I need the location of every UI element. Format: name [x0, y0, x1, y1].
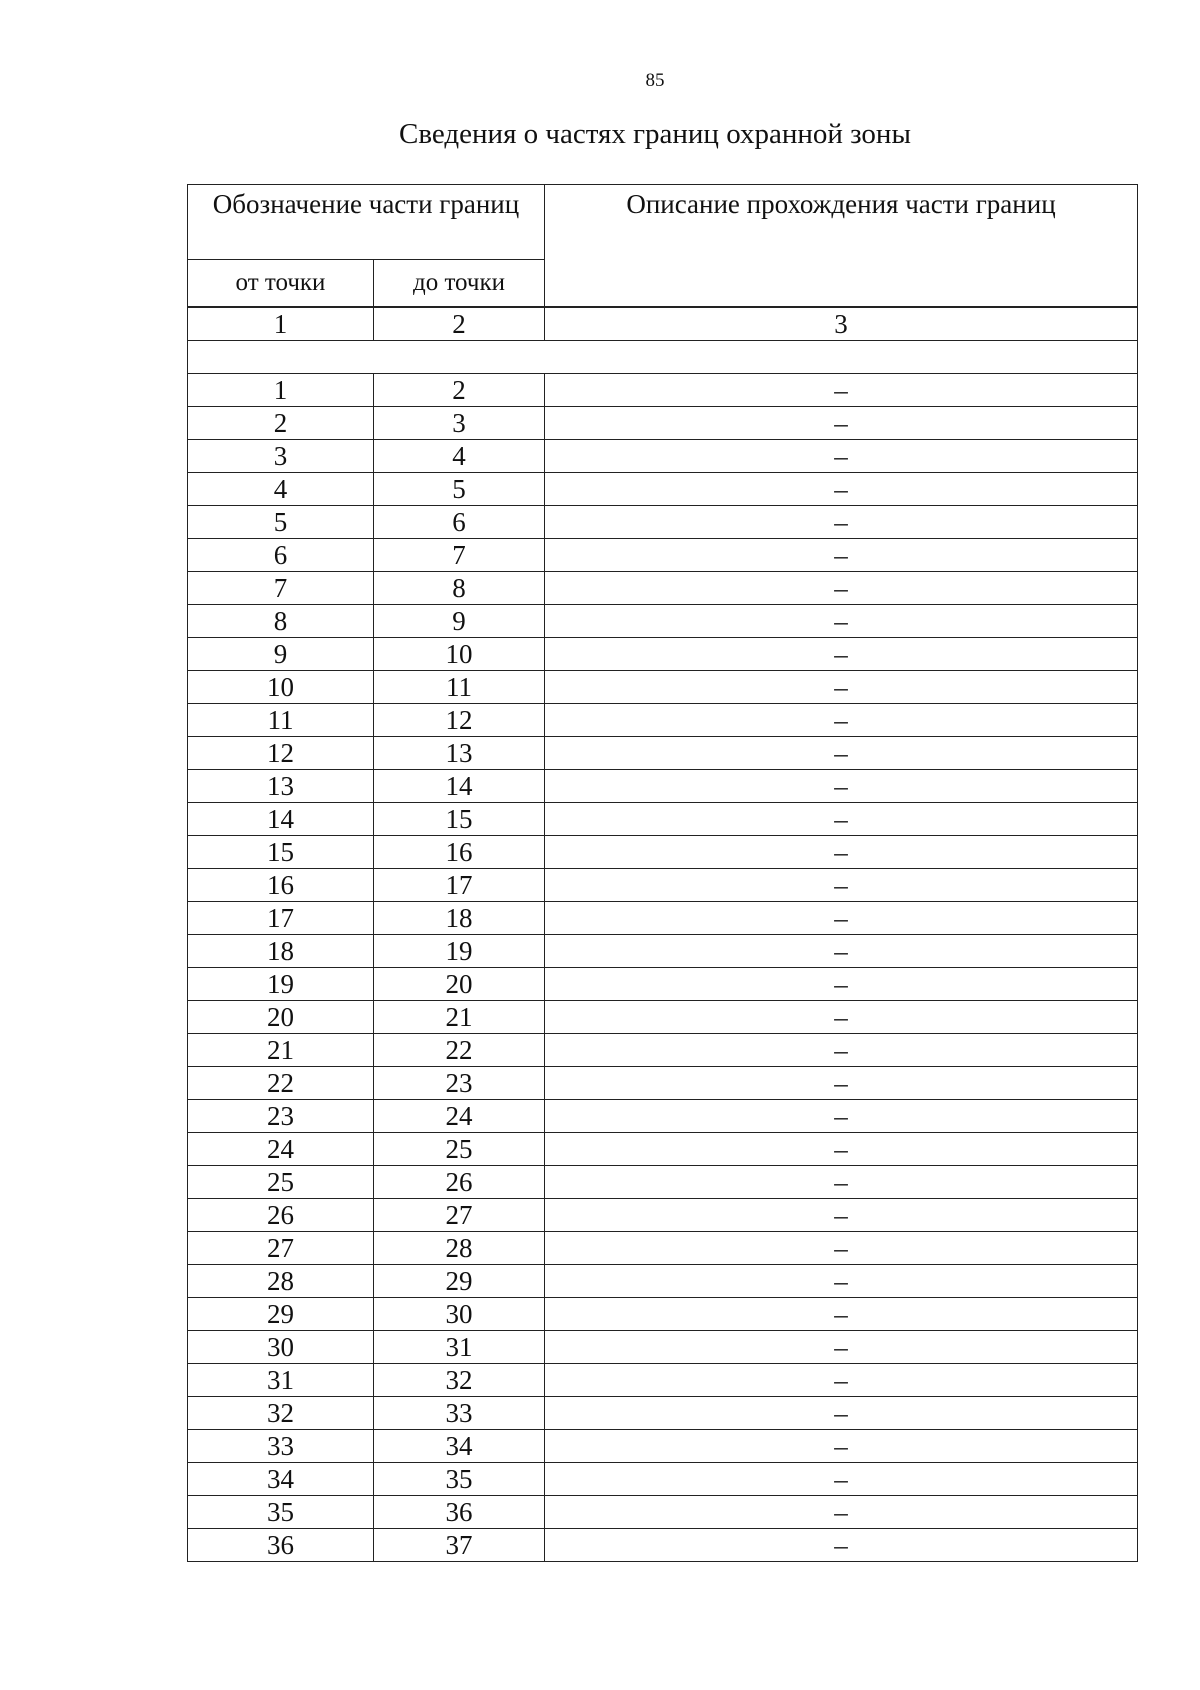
- description-cell: –: [545, 539, 1138, 572]
- description-cell: –: [545, 1067, 1138, 1100]
- to-point-cell: 11: [374, 671, 545, 704]
- description-cell: –: [545, 836, 1138, 869]
- from-point-cell: 36: [188, 1529, 374, 1562]
- description-cell: –: [545, 605, 1138, 638]
- table-row: [188, 1463, 1138, 1496]
- description-cell: –: [545, 1463, 1138, 1496]
- from-point-cell: 5: [188, 506, 374, 539]
- to-point-cell: 15: [374, 803, 545, 836]
- description-cell: –: [545, 968, 1138, 1001]
- table-row: [188, 836, 1138, 869]
- from-point-cell: 11: [188, 704, 374, 737]
- description-cell: –: [545, 1298, 1138, 1331]
- to-point-cell: 29: [374, 1265, 545, 1298]
- table-row: [188, 638, 1138, 671]
- table-row: [188, 704, 1138, 737]
- from-point-cell: 1: [188, 374, 374, 407]
- table-row: [188, 440, 1138, 473]
- description-cell: –: [545, 1496, 1138, 1529]
- table-row: [188, 1232, 1138, 1265]
- to-point-cell: 13: [374, 737, 545, 770]
- to-point-cell: 4: [374, 440, 545, 473]
- from-point-cell: 26: [188, 1199, 374, 1232]
- table-row: [188, 473, 1138, 506]
- description-cell: –: [545, 737, 1138, 770]
- from-point-cell: 7: [188, 572, 374, 605]
- from-point-cell: 25: [188, 1166, 374, 1199]
- to-point-cell: 6: [374, 506, 545, 539]
- description-cell: –: [545, 1529, 1138, 1562]
- table-row: [188, 803, 1138, 836]
- table-row: [188, 1496, 1138, 1529]
- table-row: [188, 902, 1138, 935]
- from-point-cell: 3: [188, 440, 374, 473]
- table-row: [188, 1331, 1138, 1364]
- header-from-label: от точки: [188, 260, 374, 307]
- from-point-cell: 6: [188, 539, 374, 572]
- from-point-cell: 12: [188, 737, 374, 770]
- to-point-cell: 7: [374, 539, 545, 572]
- from-point-cell: 19: [188, 968, 374, 1001]
- description-cell: –: [545, 374, 1138, 407]
- description-cell: –: [545, 1034, 1138, 1067]
- from-point-cell: 33: [188, 1430, 374, 1463]
- to-point-cell: 36: [374, 1496, 545, 1529]
- description-cell: –: [545, 572, 1138, 605]
- description-cell: –: [545, 1430, 1138, 1463]
- table-row: [188, 1364, 1138, 1397]
- to-point-cell: 22: [374, 1034, 545, 1067]
- from-point-cell: 31: [188, 1364, 374, 1397]
- from-point-cell: 18: [188, 935, 374, 968]
- to-point-cell: 18: [374, 902, 545, 935]
- description-cell: –: [545, 1232, 1138, 1265]
- boundary-table: [187, 307, 1138, 1562]
- to-point-cell: 10: [374, 638, 545, 671]
- description-cell: –: [545, 473, 1138, 506]
- to-point-cell: 24: [374, 1100, 545, 1133]
- from-point-cell: 30: [188, 1331, 374, 1364]
- from-point-cell: 8: [188, 605, 374, 638]
- table-header: [187, 184, 1138, 307]
- from-point-cell: 10: [188, 671, 374, 704]
- description-cell: –: [545, 506, 1138, 539]
- from-point-cell: 23: [188, 1100, 374, 1133]
- table-row: [188, 1001, 1138, 1034]
- to-point-cell: 23: [374, 1067, 545, 1100]
- header-group-label: Обозначение части границ: [188, 185, 545, 260]
- to-point-cell: 8: [374, 572, 545, 605]
- from-point-cell: 34: [188, 1463, 374, 1496]
- to-point-cell: 31: [374, 1331, 545, 1364]
- description-cell: –: [545, 902, 1138, 935]
- description-cell: –: [545, 1364, 1138, 1397]
- to-point-cell: 27: [374, 1199, 545, 1232]
- from-point-cell: 24: [188, 1133, 374, 1166]
- description-cell: –: [545, 935, 1138, 968]
- from-point-cell: 32: [188, 1397, 374, 1430]
- to-point-cell: 19: [374, 935, 545, 968]
- page-title: Сведения о частях границ охранной зоны: [399, 118, 911, 150]
- to-point-cell: 28: [374, 1232, 545, 1265]
- to-point-cell: 17: [374, 869, 545, 902]
- table-row: [188, 1034, 1138, 1067]
- table-row: [188, 1100, 1138, 1133]
- table-row: [188, 968, 1138, 1001]
- to-point-cell: 30: [374, 1298, 545, 1331]
- from-point-cell: 13: [188, 770, 374, 803]
- to-point-cell: 34: [374, 1430, 545, 1463]
- to-point-cell: 16: [374, 836, 545, 869]
- table-row: [188, 671, 1138, 704]
- to-point-cell: 14: [374, 770, 545, 803]
- description-cell: –: [545, 803, 1138, 836]
- table-row: [188, 1133, 1138, 1166]
- from-point-cell: 35: [188, 1496, 374, 1529]
- to-point-cell: 21: [374, 1001, 545, 1034]
- empty-row: [188, 341, 1138, 374]
- table-row: [188, 1166, 1138, 1199]
- table-row: [188, 374, 1138, 407]
- table-row: [188, 770, 1138, 803]
- to-point-cell: 37: [374, 1529, 545, 1562]
- table-row: [188, 572, 1138, 605]
- page-number: 85: [645, 70, 665, 91]
- to-point-cell: 2: [374, 374, 545, 407]
- table-row: [188, 1199, 1138, 1232]
- column-number-2: 2: [374, 308, 545, 341]
- description-cell: –: [545, 869, 1138, 902]
- from-point-cell: 29: [188, 1298, 374, 1331]
- from-point-cell: 14: [188, 803, 374, 836]
- from-point-cell: 28: [188, 1265, 374, 1298]
- from-point-cell: 22: [188, 1067, 374, 1100]
- table-row: [188, 1265, 1138, 1298]
- to-point-cell: 32: [374, 1364, 545, 1397]
- description-cell: –: [545, 1265, 1138, 1298]
- to-point-cell: 25: [374, 1133, 545, 1166]
- from-point-cell: 21: [188, 1034, 374, 1067]
- table-row: [188, 869, 1138, 902]
- column-number-1: 1: [188, 308, 374, 341]
- table-row: [188, 1430, 1138, 1463]
- description-cell: –: [545, 1133, 1138, 1166]
- to-point-cell: 9: [374, 605, 545, 638]
- table-row: [188, 737, 1138, 770]
- description-cell: –: [545, 770, 1138, 803]
- from-point-cell: 9: [188, 638, 374, 671]
- description-cell: –: [545, 638, 1138, 671]
- table-row: [188, 1067, 1138, 1100]
- description-cell: –: [545, 440, 1138, 473]
- empty-cell: [188, 341, 1138, 374]
- to-point-cell: 3: [374, 407, 545, 440]
- to-point-cell: 35: [374, 1463, 545, 1496]
- table-row: [188, 1529, 1138, 1562]
- table-row: [188, 935, 1138, 968]
- table-row: [188, 1397, 1138, 1430]
- description-cell: –: [545, 1199, 1138, 1232]
- from-point-cell: 16: [188, 869, 374, 902]
- to-point-cell: 20: [374, 968, 545, 1001]
- to-point-cell: 26: [374, 1166, 545, 1199]
- header-to-label: до точки: [374, 260, 545, 307]
- column-number-3: 3: [545, 308, 1138, 341]
- from-point-cell: 2: [188, 407, 374, 440]
- description-cell: –: [545, 1166, 1138, 1199]
- to-point-cell: 5: [374, 473, 545, 506]
- from-point-cell: 27: [188, 1232, 374, 1265]
- description-cell: –: [545, 1001, 1138, 1034]
- description-cell: –: [545, 407, 1138, 440]
- table-row: [188, 539, 1138, 572]
- table-row: [188, 506, 1138, 539]
- to-point-cell: 33: [374, 1397, 545, 1430]
- table-row: [188, 1298, 1138, 1331]
- description-cell: –: [545, 1331, 1138, 1364]
- table-row: [188, 605, 1138, 638]
- table-body: [188, 308, 1138, 1562]
- description-cell: –: [545, 1397, 1138, 1430]
- table-row: [188, 407, 1138, 440]
- description-cell: –: [545, 704, 1138, 737]
- header-desc-label: Описание прохождения части границ: [545, 185, 1138, 307]
- to-point-cell: 12: [374, 704, 545, 737]
- description-cell: –: [545, 671, 1138, 704]
- column-number-row: [188, 308, 1138, 341]
- from-point-cell: 4: [188, 473, 374, 506]
- from-point-cell: 17: [188, 902, 374, 935]
- description-cell: –: [545, 1100, 1138, 1133]
- from-point-cell: 15: [188, 836, 374, 869]
- from-point-cell: 20: [188, 1001, 374, 1034]
